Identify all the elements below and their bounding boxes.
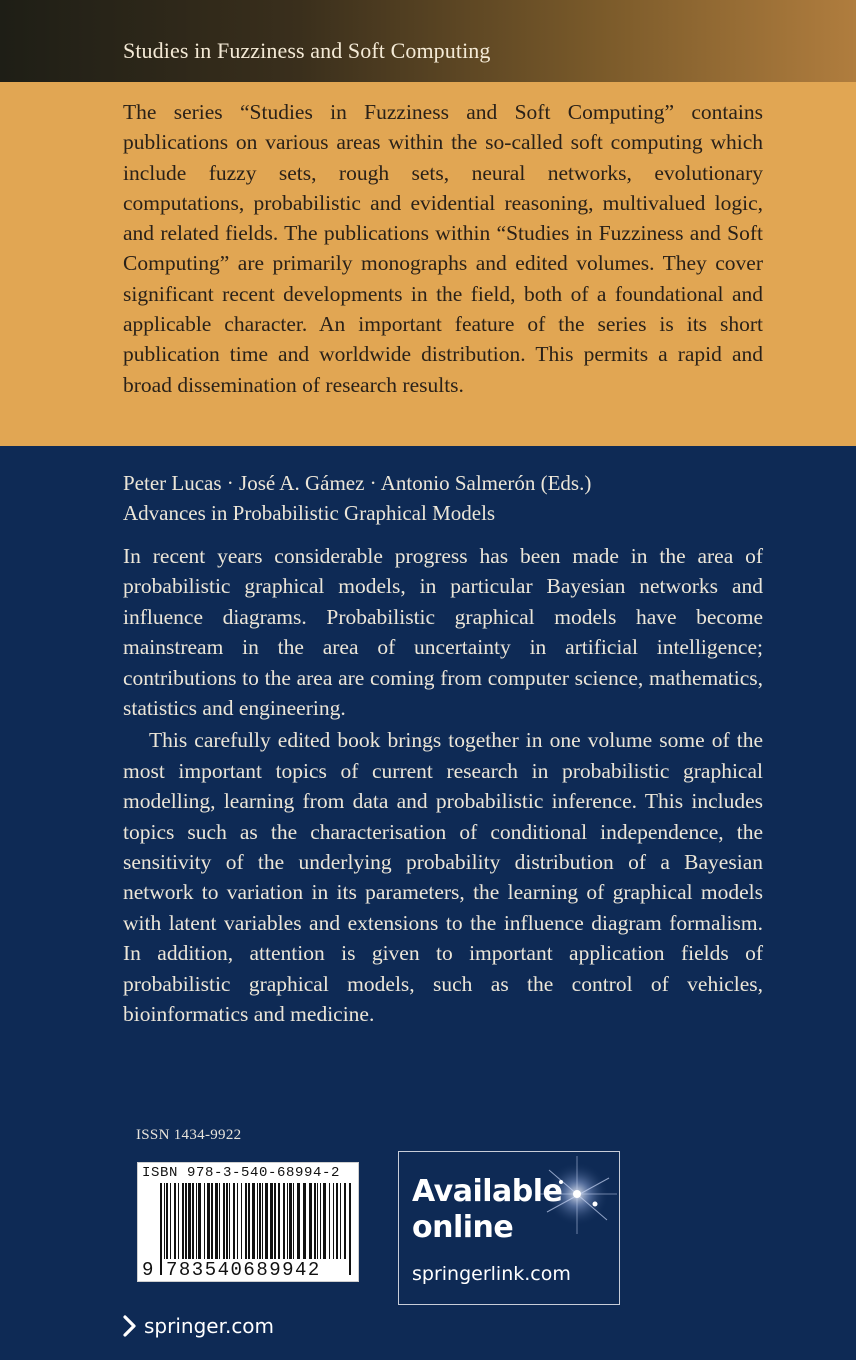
abstract-paragraph-2: This carefully edited book brings together in one volume some of the most important topics of current research in probabilistic graphical modelling, learning from data and probabilistic inference. This includes topics such as the characterisation of conditional independence, the sensitivity of the underlying probability distribution of a Bayesian network to variation in its parameters, the learning of graphical models with latent variables and extensions to the influence diagram formalism. In addition, attention is given to important application fields of probabilistic graphical models, such as the control of vehicles, bioinformatics and medicine.	[123, 728, 763, 1027]
barcode-first-digit: 9	[142, 1259, 154, 1281]
barcode-bar	[293, 1183, 294, 1259]
barcode-bar	[215, 1183, 218, 1259]
barcode-bar	[333, 1183, 334, 1259]
barcode-bar	[164, 1183, 165, 1259]
barcode-bar	[349, 1183, 351, 1275]
available-online-badge[interactable]	[398, 1151, 620, 1305]
barcode-bar	[274, 1183, 276, 1259]
available-label: Available	[412, 1174, 563, 1209]
barcode-bar	[283, 1183, 285, 1259]
barcode-bar	[297, 1183, 300, 1259]
barcode-bar	[226, 1183, 228, 1259]
barcode-bar	[262, 1183, 263, 1259]
springerlink-url[interactable]: springerlink.com	[412, 1263, 571, 1285]
barcode-bar	[207, 1183, 210, 1259]
barcode-bar	[309, 1183, 312, 1259]
barcode-bar	[188, 1183, 191, 1259]
barcode-bar	[223, 1183, 225, 1259]
springer-website-link[interactable]	[122, 1311, 274, 1341]
isbn-text: ISBN 978-3-540-68994-2	[142, 1165, 341, 1181]
barcode-bar	[233, 1183, 235, 1259]
barcode-bar	[170, 1183, 171, 1259]
barcode-bar	[198, 1183, 201, 1259]
series-title: Studies in Fuzziness and Soft Computing	[123, 38, 491, 63]
abstract-paragraph-1: In recent years considerable progress has been made in the area of probabilistic graphical models, in particular Bayesian networks and influence diagrams. Probabilistic graphical models have become mainstream in the area of uncertainty in artificial intelligence; contributions to the area are coming from computer science, mathematics, statistics and engineering.	[123, 544, 763, 721]
barcode-bar	[340, 1183, 341, 1259]
online-label: online	[412, 1210, 514, 1245]
barcode-bar	[192, 1183, 194, 1259]
barcode-bar	[237, 1183, 238, 1259]
barcode-bar	[314, 1183, 316, 1259]
barcode-bar	[174, 1183, 176, 1259]
issn-label: ISSN 1434-9922	[136, 1127, 242, 1143]
springer-link-text[interactable]: springer.com	[144, 1314, 275, 1338]
barcode-bar	[323, 1183, 326, 1259]
barcode-bar	[248, 1183, 250, 1259]
book-abstract	[123, 541, 763, 1030]
barcode-bar	[196, 1183, 197, 1259]
book-title: Advances in Probabilistic Graphical Models	[123, 501, 496, 525]
barcode-bar	[287, 1183, 288, 1259]
barcode-bar	[245, 1183, 247, 1259]
barcode-bar	[336, 1183, 338, 1259]
barcode-bar	[211, 1183, 213, 1259]
barcode-bar	[303, 1183, 306, 1259]
barcode-bar	[185, 1183, 187, 1259]
barcode-bar	[289, 1183, 292, 1259]
barcode-bar	[241, 1183, 242, 1259]
isbn-barcode	[137, 1162, 359, 1282]
barcode-bar	[278, 1183, 280, 1259]
barcode-bar	[265, 1183, 268, 1259]
chevron-right-icon	[122, 1315, 138, 1337]
barcode-number: 783540689942	[166, 1259, 321, 1281]
barcode-bar	[329, 1183, 330, 1259]
barcode-bar	[166, 1183, 168, 1259]
barcode-bar	[219, 1183, 220, 1259]
barcode-bar	[229, 1183, 230, 1259]
barcode-bar	[320, 1183, 321, 1259]
barcode-bar	[344, 1183, 346, 1259]
barcode-bar	[270, 1183, 273, 1259]
barcode-bar	[178, 1183, 179, 1259]
series-description: The series “Studies in Fuzziness and Soft Computing” contains publications on various areas within the so-called soft computing which include fuzzy sets, rough sets, neural networks, evolutionary computations, probabilistic and evidential reasoning, multivalued logic, and related fields. The publications within “Studies in Fuzziness and Soft Computing” are primarily monographs and edited volumes. They cover significant recent developments in the field, both of a foundational and applicable character. An important feature of the series is its short publication time and worldwide distribution. This permits a rapid and broad dissemination of research results.	[123, 100, 763, 397]
barcode-bar	[252, 1183, 255, 1259]
barcode-bar	[204, 1183, 205, 1259]
barcode-bar	[182, 1183, 184, 1259]
barcode-bar	[317, 1183, 318, 1259]
barcode-bar	[160, 1183, 162, 1275]
book-editors: Peter Lucas · José A. Gámez · Antonio Salmerón (Eds.)	[123, 471, 592, 495]
